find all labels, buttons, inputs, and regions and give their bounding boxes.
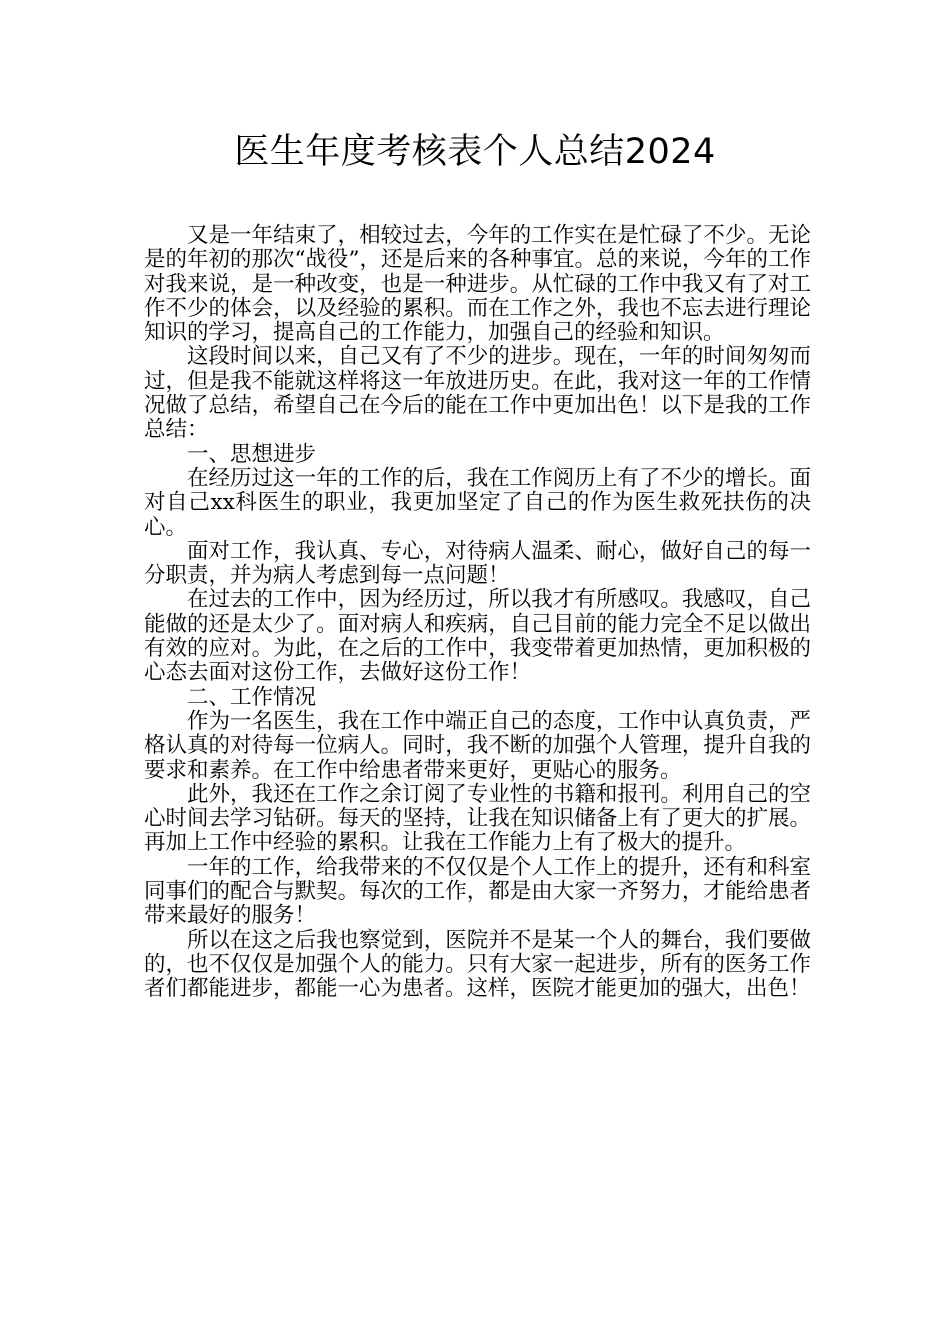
paragraph: 又是一年结束了，相较过去，今年的工作实在是忙碌了不少。无论是的年初的那次“战役”，还是后来的各种事宜。总的来说，今年的工作对我来说，是一种改变，也是一种进步。从忙碌的工作中我又有了对工作不少的体会，以及经验的累积。而在工作之外，我也不忘去进行理论知识的学习，提高自己的工作能力，加强自己的经验和知识。 [144,223,811,346]
paragraph: 这段时间以来，自己又有了不少的进步。现在，一年的时间匆匆而过，但是我不能就这样将这一年放进历史。在此，我对这一年的工作情况做了总结，希望自己在今后的能在工作中更加出色！以下是我的工作总结： [144,344,811,443]
paragraph: 此外，我还在工作之余订阅了专业性的书籍和报刊。利用自己的空心时间去学习钻研。每天的坚持，让我在知识储备上有了更大的扩展。再加上工作中经验的累积。让我在工作能力上有了极大的提升。 [144,781,811,856]
paragraph: 在经历过这一年的工作的后，我在工作阅历上有了不少的增长。面对自己xx科医生的职业，我更加坚定了自己的作为医生救死扶伤的决心。 [144,465,811,540]
paragraph: 在过去的工作中，因为经历过，所以我才有所感叹。我感叹，自己能做的还是太少了。面对病人和疾病，自己目前的能力完全不足以做出有效的应对。为此，在之后的工作中，我变带着更加热情，更加积极的心态去面对这份工作，去做好这份工作！ [144,587,811,686]
paragraph: 面对工作，我认真、专心，对待病人温柔、耐心，做好自己的每一分职责，并为病人考虑到每一点问题！ [144,538,811,589]
document-body [144,224,811,1002]
document-title: 医生年度考核表个人总结2024 [234,132,716,172]
section-heading: 一、思想进步 [187,441,317,467]
paragraph: 所以在这之后我也察觉到，医院并不是某一个人的舞台，我们要做的，也不仅仅是加强个人的能力。只有大家一起进步，所有的医务工作者们都能进步，都能一心为患者。这样，医院才能更加的强大，出色！ [144,927,811,1002]
section-heading: 二、工作情况 [187,684,317,710]
paragraph: 一年的工作，给我带来的不仅仅是个人工作上的提升，还有和科室同事们的配合与默契。每次的工作，都是由大家一齐努力，才能给患者带来最好的服务！ [144,854,811,929]
paragraph: 作为一名医生，我在工作中端正自己的态度，工作中认真负责，严格认真的对待每一位病人。同时，我不断的加强个人管理，提升自我的要求和素养。在工作中给患者带来更好，更贴心的服务。 [144,708,811,783]
